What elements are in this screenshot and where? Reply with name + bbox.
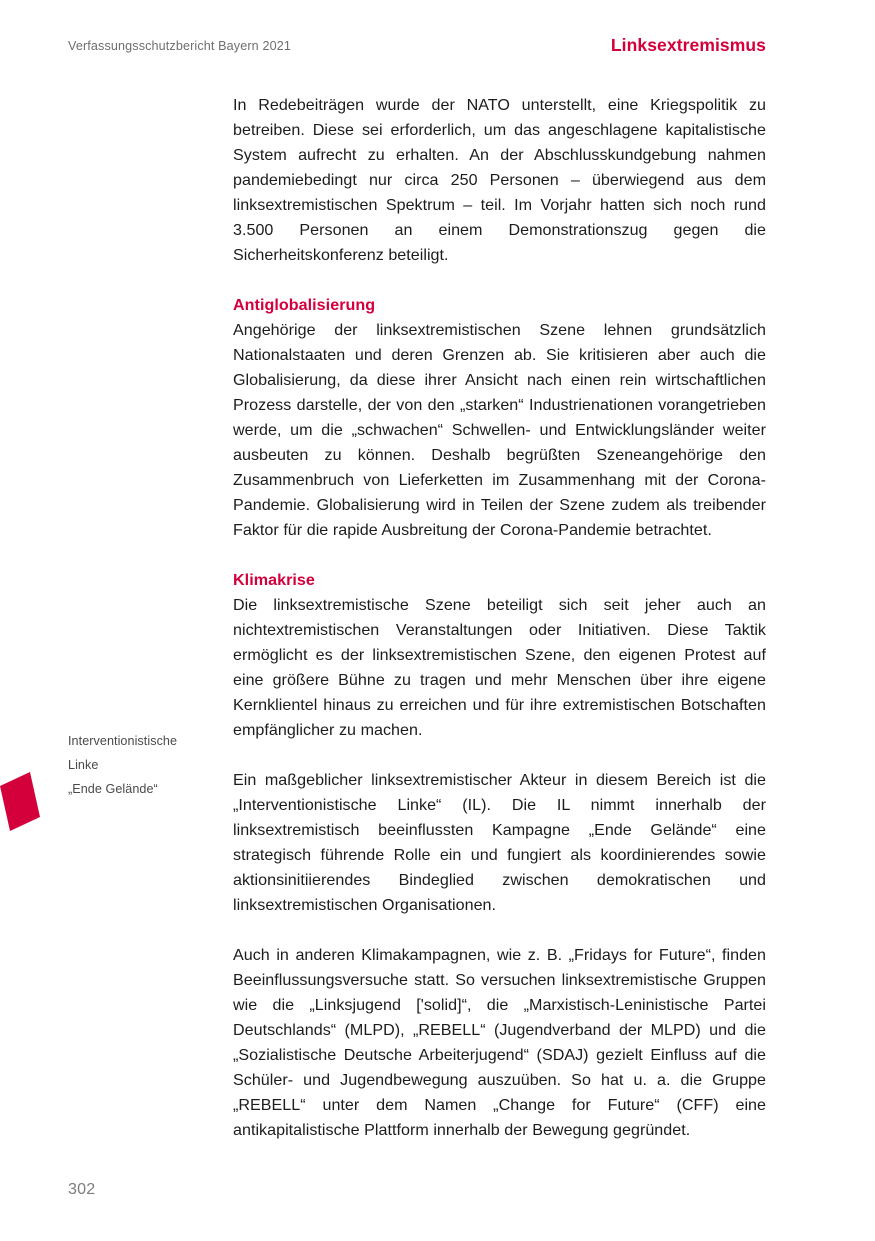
margin-note-line-3: „Ende Gelände“ xyxy=(68,782,158,797)
red-parallelogram-marker xyxy=(0,772,40,831)
paragraph-klimakampagnen: Auch in anderen Klimakampagnen, wie z. B. „Fridays for Future“, finden Beeinflussungsversuche statt. So versuchen linksextremistische Gruppen wie die „Linksjugend ['solid]“, die „Marxistisch-Leninistische Partei Deutschlands“ (MLPD), „REBELL“ (Jugendverband der MLPD) und die „Sozialistische Deutsche Arbeiterjugend“ (SDAJ) gezielt Einfluss auf die Schüler- und Jugendbewegung auszuüben. So hat u. a. die Gruppe „REBELL“ unter dem Namen „Change for Future“ (CFF) eine antikapitalistische Plattform innerhalb der Bewegung gegründet. xyxy=(233,946,766,1139)
margin-note xyxy=(68,729,226,802)
heading-klimakrise: Klimakrise xyxy=(233,571,315,589)
header-report-title: Verfassungsschutzbericht Bayern 2021 xyxy=(68,39,291,53)
paragraph-klimakrise: Die linksextremistische Szene beteiligt sich seit jeher auch an nichtextremistischen Veranstaltungen oder Initiativen. Diese Taktik ermöglicht es der linksextremistischen Szene, den eigenen Protest auf eine größere Bühne zu tragen und mehr Menschen über ihre eigene Kernklientel hinaus zu erreichen und für ihre extremistischen Botschaften empfänglicher zu machen. xyxy=(233,596,766,739)
margin-note-line-2: Linke xyxy=(68,758,99,773)
paragraph-nato-kriegspolitik: In Redebeiträgen wurde der NATO unterstellt, eine Kriegspolitik zu betreiben. Diese sei erforderlich, um das angeschlagene kapitalistische System aufrecht zu erhalten. An der Abschlusskundgebung nahmen pandemiebedingt nur circa 250 Personen – überwiegend aus dem linksextremistischen Spektrum – teil. Im Vorjahr hatten sich noch rund 3.500 Personen an einem Demonstrationszug gegen die Sicherheitskonferenz beteiligt. xyxy=(233,96,766,264)
page-number: 302 xyxy=(68,1180,96,1198)
heading-antiglobalisierung: Antiglobalisierung xyxy=(233,296,376,314)
paragraph-interventionistische-linke: Ein maßgeblicher linksextremistischer Akteur in diesem Bereich ist die „Interventionistische Linke“ (IL). Die IL nimmt innerhalb der linksextremistisch beeinflussten Kampagne „Ende Gelände“ eine strategisch führende Rolle ein und fungiert als koordinierendes sowie aktionsinitiierendes Bindeglied zwischen demokratischen und linksextremistischen Organisationen. xyxy=(233,771,766,914)
paragraph-antiglobalisierung: Angehörige der linksextremistischen Szene lehnen grundsätzlich Nationalstaaten und deren Grenzen ab. Sie kritisieren aber auch die Globalisierung, da diese ihrer Ansicht nach einen rein wirtschaftlichen Prozess darstelle, der von den „starken“ Industrienationen vorangetrieben werde, um die „schwachen“ Schwellen- und Entwicklungsländer weiter ausbeuten zu können. Deshalb begrüßten Szeneangehörige den Zusammenbruch von Lieferketten im Zusammenhang mit der Corona-Pandemie. Globalisierung wird in Teilen der Szene zudem als treibender Faktor für die rapide Ausbreitung der Corona-Pandemie betrachtet. xyxy=(233,321,766,539)
main-text-column xyxy=(233,93,766,1143)
margin-note-line-1: Interventionistische xyxy=(68,734,178,748)
page-header xyxy=(0,36,875,60)
header-chapter-title: Linksextremismus xyxy=(610,35,766,55)
